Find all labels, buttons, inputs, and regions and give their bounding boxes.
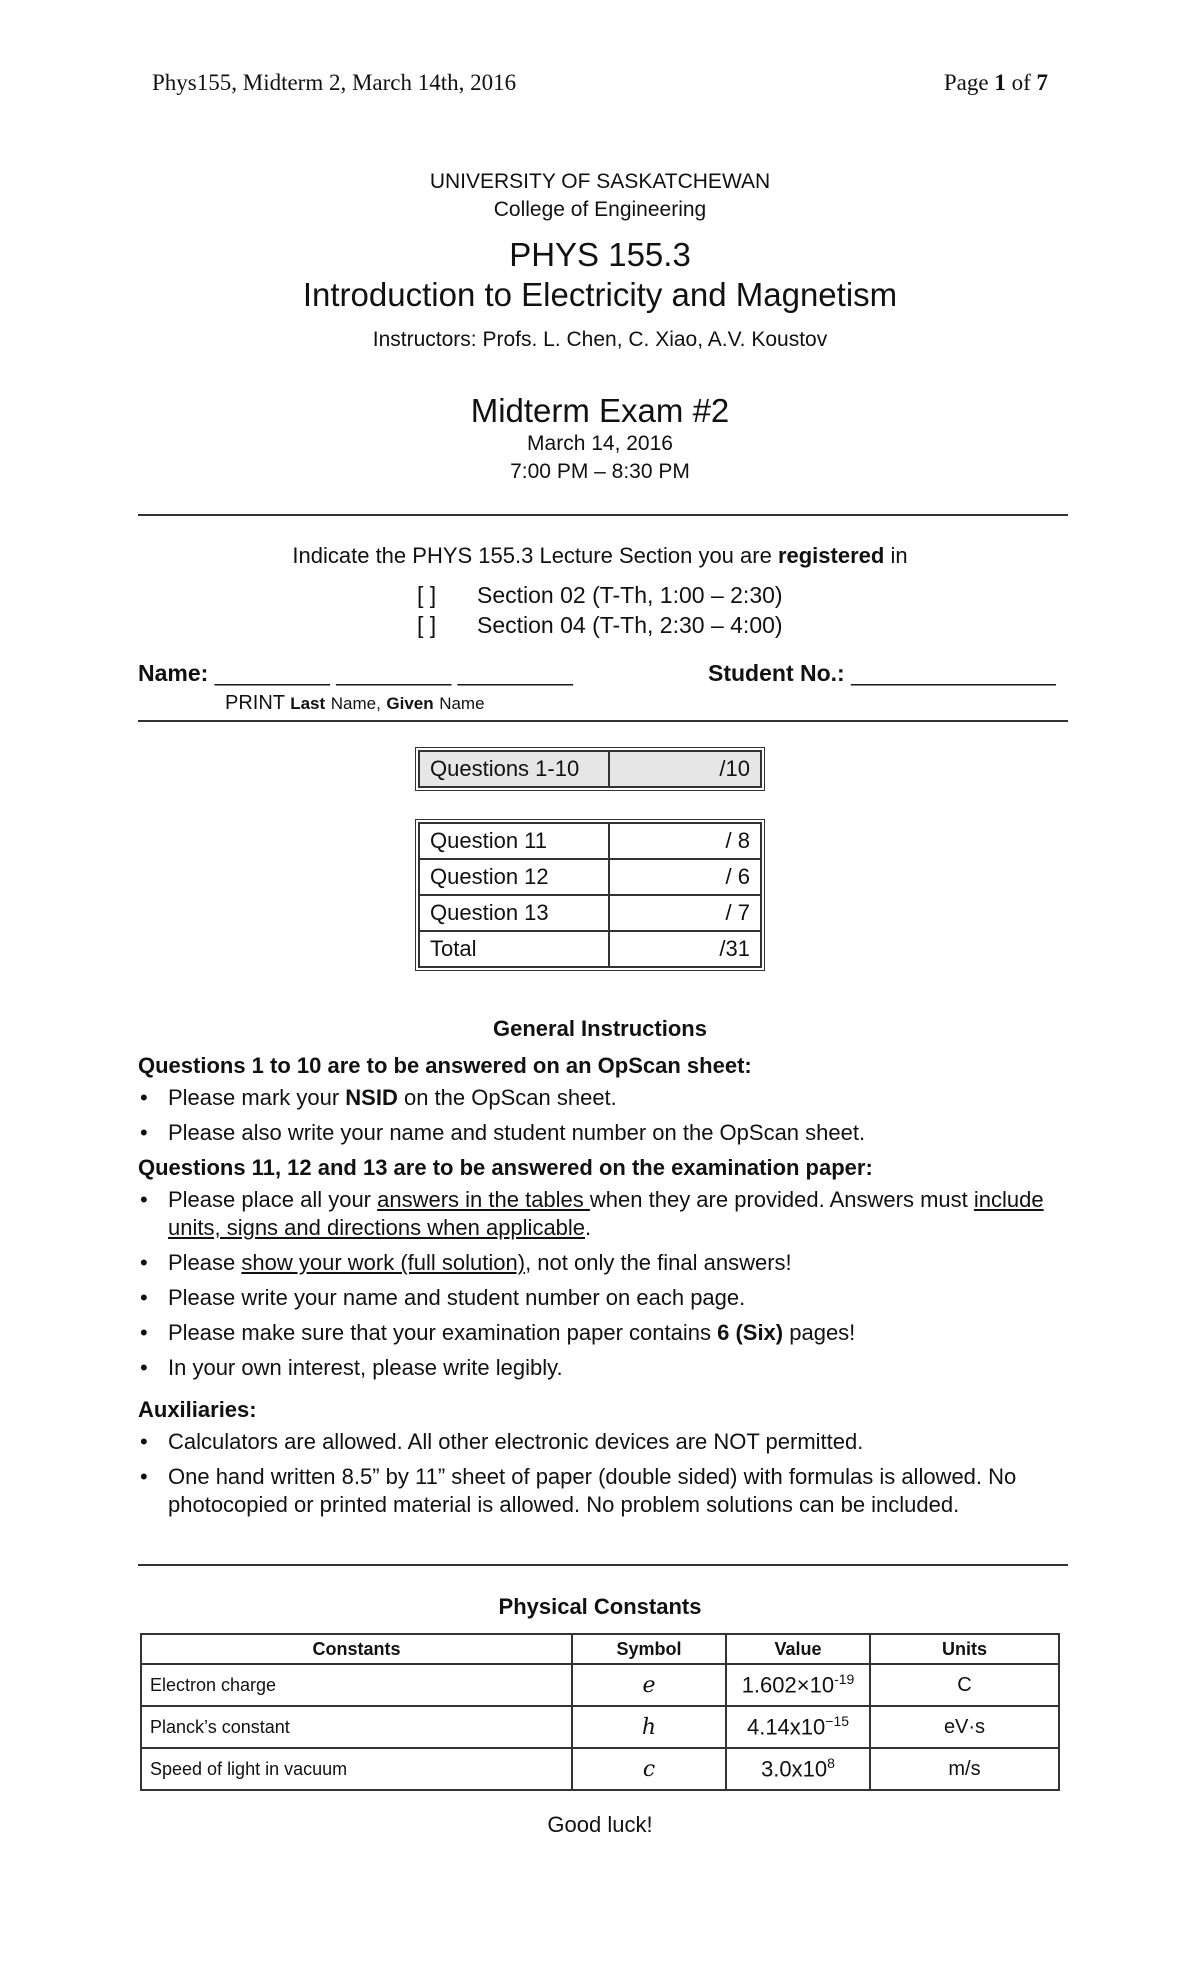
list-item: • Please write your name and student number on each page.	[138, 1284, 1068, 1312]
course-title: Introduction to Electricity and Magnetism	[302, 276, 898, 313]
constants-table	[140, 1633, 1060, 1791]
list-item: • Please show your work (full solution), not only the final answers!	[138, 1249, 1068, 1277]
table-row	[419, 859, 761, 895]
table-row	[419, 823, 761, 859]
list-item: • Please make sure that your examination paper contains 6 (Six) pages!	[138, 1319, 1068, 1347]
student-number-blank[interactable]: ________________	[851, 660, 1056, 686]
divider	[138, 1564, 1068, 1566]
score-points: /10	[609, 751, 761, 787]
constant-name: Electron charge	[141, 1664, 572, 1706]
score-question: Question 12	[419, 859, 609, 895]
score-question: Questions 1-10	[419, 751, 609, 787]
constant-unit: eV·s	[870, 1706, 1059, 1748]
list-item: • In your own interest, please write legibly.	[138, 1354, 1068, 1382]
course-code: PHYS 155.3	[509, 236, 691, 273]
section-checkbox[interactable]: [ ]	[417, 582, 437, 608]
exam-title: Midterm Exam #2	[470, 392, 730, 429]
section-checkbox[interactable]: [ ]	[417, 612, 437, 638]
header-course-date: Phys155, Midterm 2, March 14th, 2016	[152, 70, 517, 95]
table-row	[141, 1748, 1059, 1790]
instructors: Instructors: Profs. L. Chen, C. Xiao, A.V. Koustov	[372, 328, 828, 351]
auxiliaries-heading: Auxiliaries:	[138, 1397, 257, 1422]
instructions-heading: General Instructions	[493, 1016, 707, 1041]
exam-time: 7:00 PM – 8:30 PM	[510, 460, 690, 483]
constant-symbol: e	[572, 1664, 726, 1706]
list-item: • Calculators are allowed. All other electronic devices are NOT permitted.	[138, 1428, 1068, 1456]
constant-symbol: h	[572, 1706, 726, 1748]
instructions-body	[138, 1052, 1068, 1526]
divider	[138, 514, 1068, 516]
section-prompt: Indicate the PHYS 155.3 Lecture Section you are registered in	[292, 543, 908, 568]
constants-heading: Physical Constants	[498, 1594, 702, 1619]
constant-symbol: c	[572, 1748, 726, 1790]
constant-unit: C	[870, 1664, 1059, 1706]
column-header: Symbol	[572, 1634, 726, 1664]
divider	[138, 720, 1068, 722]
table-row	[419, 751, 761, 787]
score-points: / 6	[609, 859, 761, 895]
auxiliaries-list	[138, 1428, 1068, 1519]
section-option[interactable]	[417, 580, 783, 610]
score-table-written	[418, 822, 762, 968]
name-blank[interactable]: _________ _________ _________	[214, 660, 573, 686]
table-header-row	[141, 1634, 1059, 1664]
exam-date: March 14, 2016	[527, 432, 673, 455]
score-question: Question 13	[419, 895, 609, 931]
constant-unit: m/s	[870, 1748, 1059, 1790]
good-luck-message: Good luck!	[547, 1812, 653, 1837]
paper-heading: Questions 11, 12 and 13 are to be answered on the examination paper:	[138, 1155, 873, 1180]
section-label: Section 02 (T-Th, 1:00 – 2:30)	[477, 582, 783, 608]
header-page-number: Page 1 of 7	[943, 70, 1048, 95]
table-row	[419, 895, 761, 931]
column-header: Units	[870, 1634, 1059, 1664]
section-options	[417, 580, 783, 640]
paper-list	[138, 1186, 1068, 1382]
column-header: Value	[726, 1634, 870, 1664]
constant-value: $1.602\times 10^{-19}$	[726, 1664, 870, 1706]
table-row	[419, 931, 761, 967]
list-item: • Please mark your NSID on the OpScan sheet.	[138, 1084, 1068, 1112]
score-question: Question 11	[419, 823, 609, 859]
score-points: / 8	[609, 823, 761, 859]
section-option[interactable]	[417, 610, 783, 640]
score-points: /31	[609, 931, 761, 967]
university-name: UNIVERSITY OF SASKATCHEWAN	[429, 170, 771, 193]
name-field[interactable]: Name: _________ _________ _________	[138, 660, 573, 686]
list-item: • Please place all your answers in the tables when they are provided. Answers must include units, signs and directions when applicable.	[138, 1186, 1068, 1242]
score-table-opscan	[418, 750, 762, 788]
college-name: College of Engineering	[493, 198, 707, 221]
table-row	[141, 1664, 1059, 1706]
opscan-list	[138, 1084, 1068, 1147]
list-item: • One hand written 8.5” by 11” sheet of paper (double sided) with formulas is allowed. No photocopied or printed material is allowed. No problem solutions can be included.	[138, 1463, 1068, 1519]
page-header	[152, 70, 1048, 104]
constant-name: Speed of light in vacuum	[141, 1748, 572, 1790]
column-header: Constants	[141, 1634, 572, 1664]
section-label: Section 04 (T-Th, 2:30 – 4:00)	[477, 612, 783, 638]
score-question: Total	[419, 931, 609, 967]
student-number-field[interactable]: Student No.: ________________	[708, 660, 1056, 686]
opscan-heading: Questions 1 to 10 are to be answered on an OpScan sheet:	[138, 1053, 752, 1078]
list-item: • Please also write your name and student number on the OpScan sheet.	[138, 1119, 1068, 1147]
score-points: / 7	[609, 895, 761, 931]
name-format-hint: PRINT Last Name, Given Name	[225, 692, 485, 714]
constant-value: $4.14x10^{-15}$	[726, 1706, 870, 1748]
table-row	[141, 1706, 1059, 1748]
constant-value: $3.0x10^8$	[726, 1748, 870, 1790]
constant-name: Planck’s constant	[141, 1706, 572, 1748]
